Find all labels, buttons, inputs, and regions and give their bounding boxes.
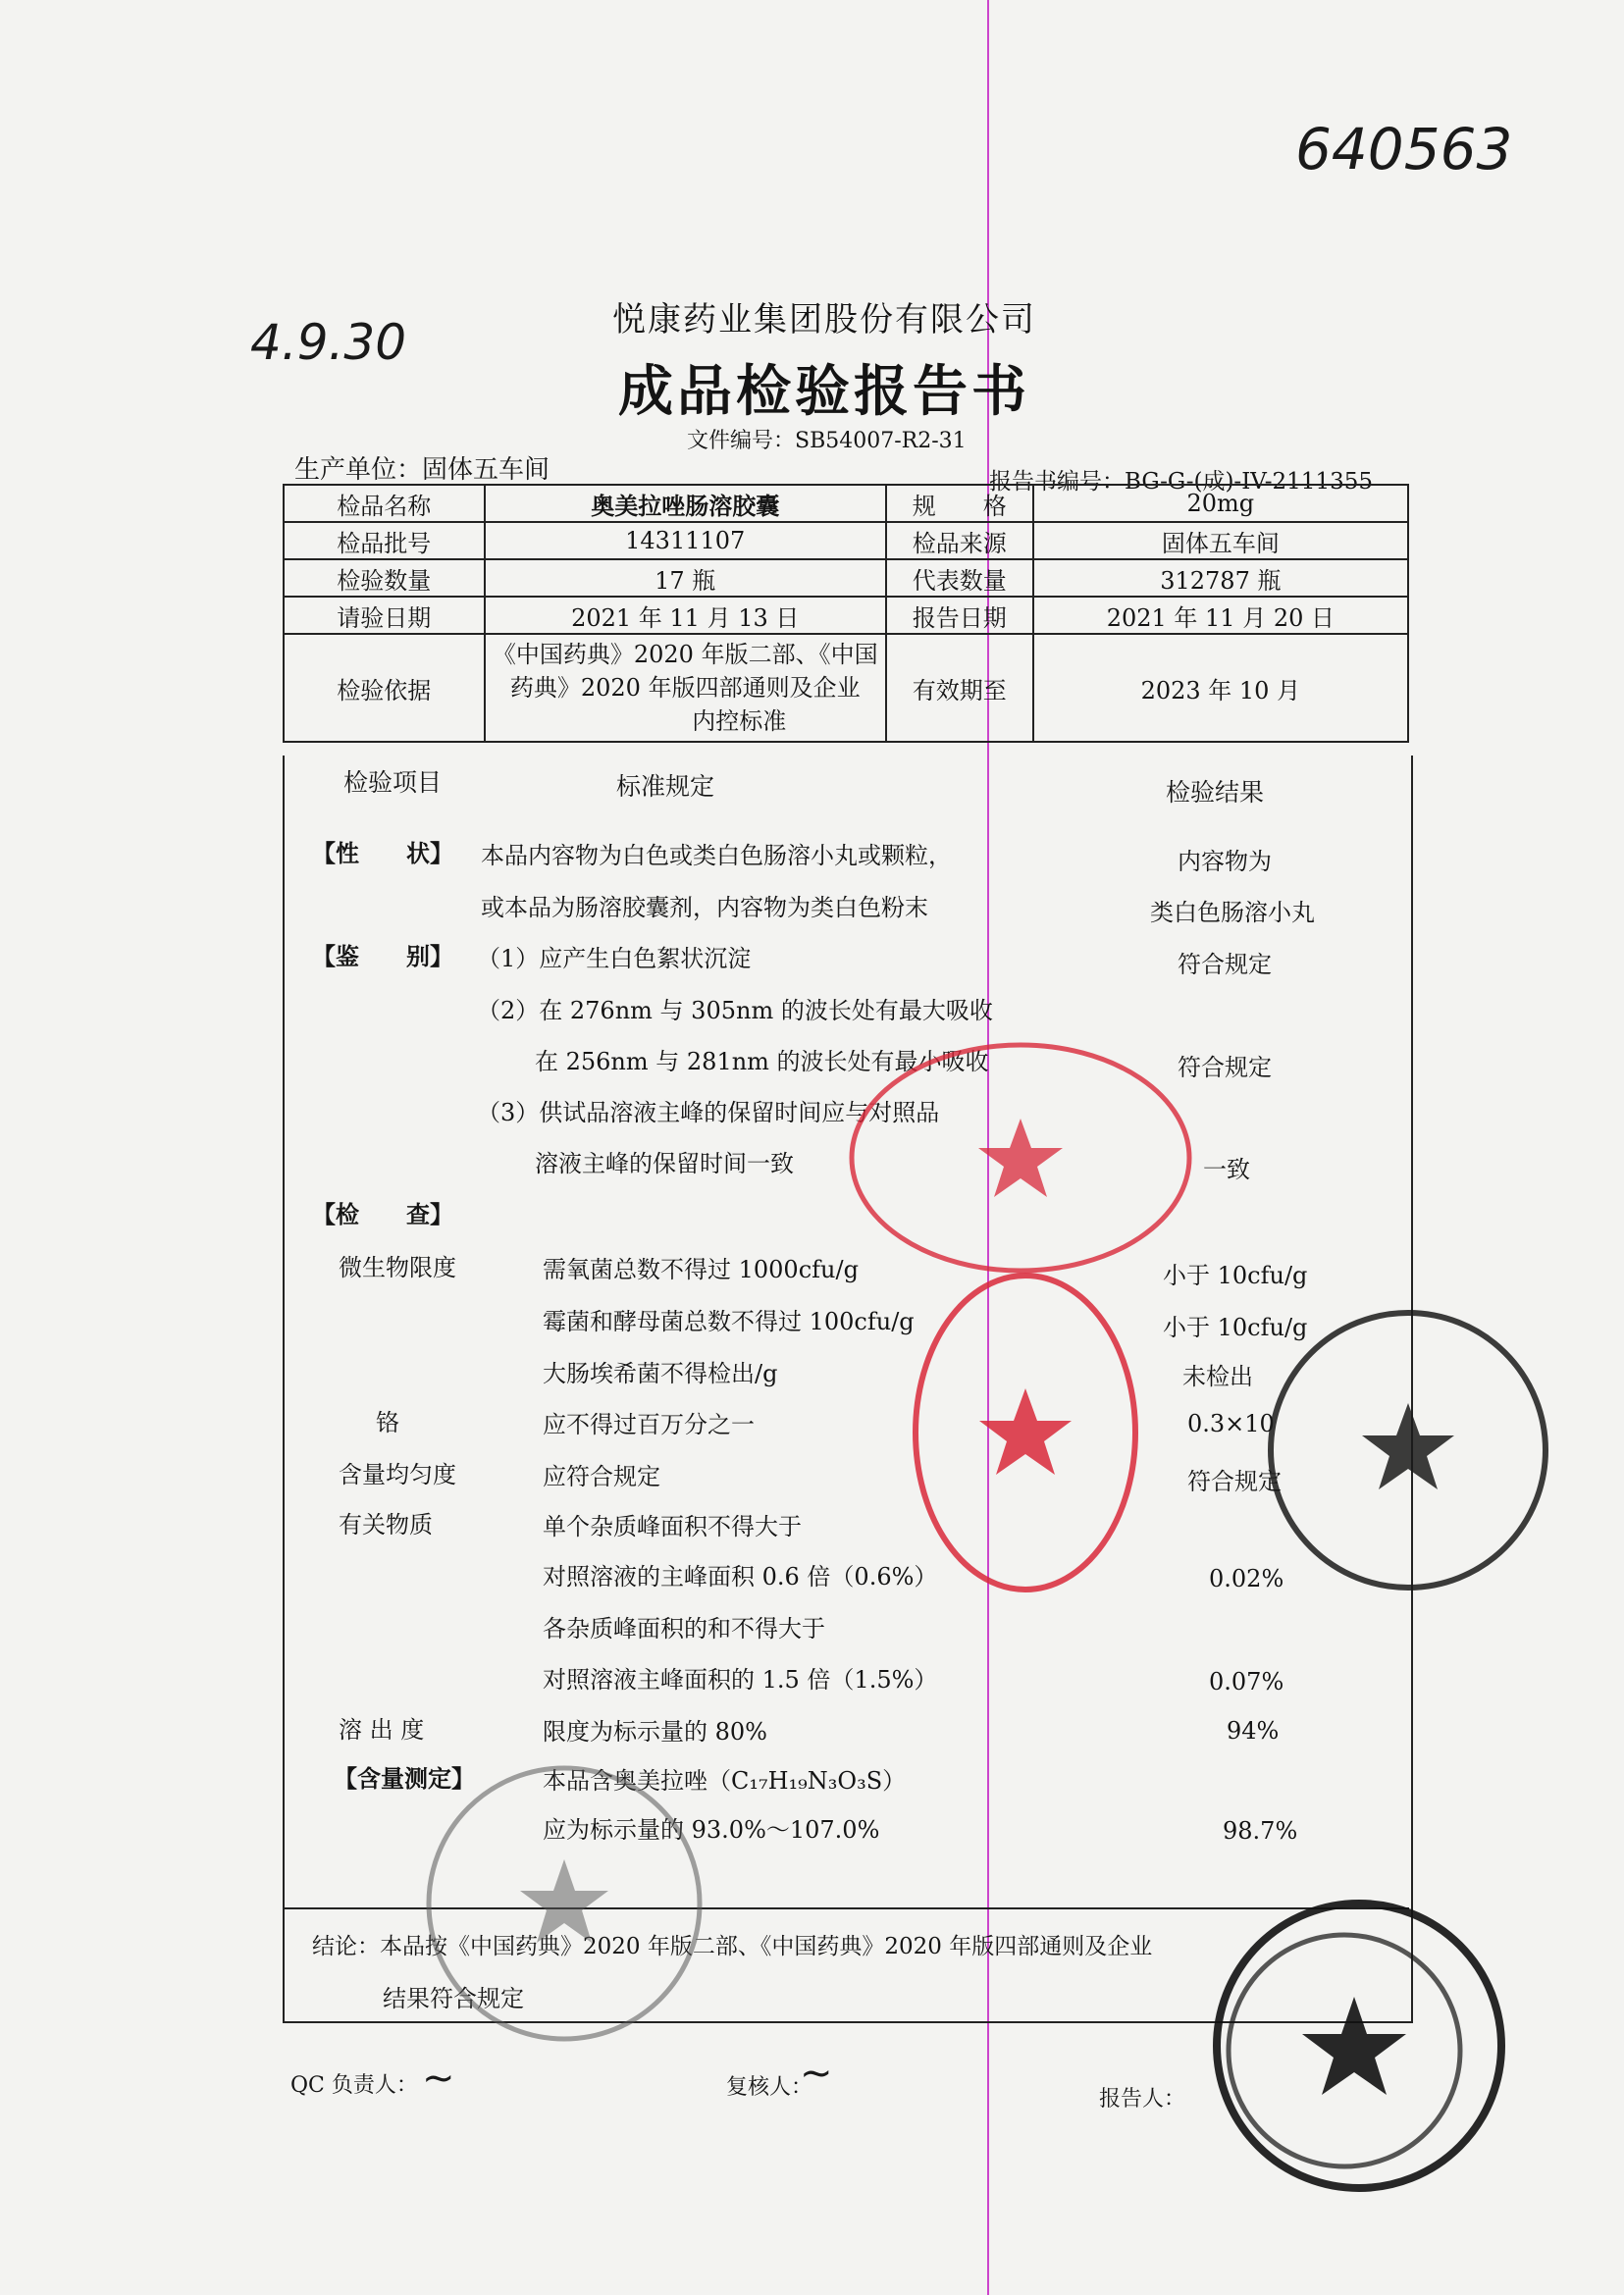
dissolution-result: 94% bbox=[1227, 1717, 1280, 1745]
identification-3a: （3）供试品溶液主峰的保留时间应与对照品 bbox=[477, 1099, 940, 1126]
appearance-standard-1: 本品内容物为白色或类白色肠溶小丸或颗粒， bbox=[481, 842, 952, 869]
chromium-standard: 应不得过百万分之一 bbox=[543, 1411, 755, 1438]
grey-round-stamp-bottom-left bbox=[417, 1756, 711, 2051]
valid-until-value: 2023 年 10 月 bbox=[1033, 634, 1408, 742]
assay-2: 应为标示量的 93.0%～107.0% bbox=[543, 1816, 880, 1844]
red-oval-stamp-top bbox=[844, 1035, 1197, 1280]
identification-3b: 溶液主峰的保留时间一致 bbox=[535, 1150, 794, 1177]
identification-label: 【鉴 别】 bbox=[312, 942, 453, 970]
chromium-result: 0.3×10 bbox=[1187, 1410, 1275, 1437]
microbial-1: 需氧菌总数不得过 1000cfu/g bbox=[543, 1256, 859, 1283]
related-substances-label: 有关物质 bbox=[339, 1511, 433, 1539]
related-substances-2-result: 0.02% bbox=[1209, 1565, 1284, 1592]
production-unit: 生产单位：固体五车间 bbox=[294, 455, 550, 485]
related-substances-1: 单个杂质峰面积不得大于 bbox=[543, 1513, 802, 1540]
related-substances-4-result: 0.07% bbox=[1209, 1668, 1284, 1695]
assay-1: 本品含奥美拉唑（C₁₇H₁₉N₃O₃S） bbox=[543, 1767, 907, 1795]
uniformity-standard: 应符合规定 bbox=[543, 1463, 660, 1490]
dissolution-standard: 限度为标示量的 80% bbox=[543, 1718, 767, 1746]
related-substances-3: 各杂质峰面积的和不得大于 bbox=[543, 1615, 825, 1643]
basis-line: 《中国药典》2020 年版二部、《中国 bbox=[492, 641, 878, 668]
check-label: 【检 查】 bbox=[312, 1200, 453, 1228]
source-label: 检品来源 bbox=[886, 522, 1033, 559]
chromium-label: 铬 bbox=[376, 1409, 399, 1436]
product-name: 奥美拉唑肠溶胶囊 bbox=[485, 485, 886, 522]
dissolution-label: 溶 出 度 bbox=[339, 1716, 425, 1744]
microbial-2: 霉菌和酵母菌总数不得过 100cfu/g bbox=[543, 1308, 915, 1335]
appearance-result-1: 内容物为 bbox=[1178, 848, 1272, 875]
company-name: 悦康药业集团股份有限公司 bbox=[612, 300, 1036, 339]
related-substances-2: 对照溶液的主峰面积 0.6 倍（0.6%） bbox=[543, 1563, 938, 1591]
microbial-2-result: 小于 10cfu/g bbox=[1163, 1314, 1308, 1341]
source-value: 固体五车间 bbox=[1033, 522, 1408, 559]
report-title: 成品检验报告书 bbox=[618, 359, 1030, 424]
header-item: 检验项目 bbox=[343, 768, 443, 797]
qc-manager-label: QC 负责人： bbox=[290, 2073, 418, 2098]
handwritten-note-left: 4.9.30 bbox=[250, 314, 407, 371]
appearance-standard-2: 或本品为肠溶胶囊剂，内容物为类白色粉末 bbox=[481, 894, 928, 921]
basis-line: 药典》2020 年版四部通则及企业 bbox=[509, 674, 861, 702]
reviewer-label: 复核人： bbox=[726, 2075, 813, 2100]
basis-label: 检验依据 bbox=[284, 634, 485, 742]
document-number: 文件编号：SB54007-R2-31 bbox=[687, 429, 967, 453]
microbial-label: 微生物限度 bbox=[339, 1254, 456, 1281]
valid-until-label: 有效期至 bbox=[886, 634, 1033, 742]
quantity-value: 17 瓶 bbox=[485, 559, 886, 597]
microbial-3-result: 未检出 bbox=[1182, 1363, 1253, 1390]
representative-value: 312787 瓶 bbox=[1033, 559, 1408, 597]
representative-label: 代表数量 bbox=[886, 559, 1033, 597]
report-number: 报告书编号：BG-G-(成)-IV-2111355 bbox=[989, 469, 1373, 495]
batch-label: 检品批号 bbox=[284, 522, 485, 559]
conclusion-line-2: 结果符合规定 bbox=[383, 1985, 524, 2012]
identification-2-result: 符合规定 bbox=[1178, 1054, 1272, 1081]
identification-2a: （2）在 276nm 与 305nm 的波长处有最大吸收 bbox=[477, 997, 993, 1024]
handwritten-number-top-right: 640563 bbox=[1295, 116, 1513, 183]
report-date-value: 2021 年 11 月 20 日 bbox=[1033, 597, 1408, 634]
report-date-label: 报告日期 bbox=[886, 597, 1033, 634]
uniformity-result: 符合规定 bbox=[1187, 1468, 1282, 1495]
uniformity-label: 含量均匀度 bbox=[339, 1461, 456, 1488]
product-info-table bbox=[283, 484, 1409, 743]
appearance-label: 【性 状】 bbox=[312, 839, 453, 867]
identification-2b: 在 256nm 与 281nm 的波长处有最小吸收 bbox=[535, 1048, 989, 1075]
related-substances-4: 对照溶液主峰面积的 1.5 倍（1.5%） bbox=[543, 1666, 938, 1694]
qc-signature: ~ bbox=[422, 2056, 455, 2101]
reporter-label: 报告人： bbox=[1099, 2087, 1186, 2112]
red-oval-stamp-middle bbox=[908, 1266, 1143, 1599]
spec-label: 规 格 bbox=[886, 485, 1033, 522]
header-standard: 标准规定 bbox=[616, 772, 715, 801]
quantity-label: 检验数量 bbox=[284, 559, 485, 597]
black-round-stamp-bottom-right bbox=[1192, 1899, 1526, 2193]
basis-value bbox=[485, 634, 886, 742]
black-round-stamp-right bbox=[1261, 1293, 1555, 1607]
identification-3-result: 一致 bbox=[1203, 1156, 1250, 1183]
product-name-label: 检品名称 bbox=[284, 485, 485, 522]
appearance-result-2: 类白色肠溶小丸 bbox=[1150, 899, 1315, 926]
assay-label: 【含量测定】 bbox=[334, 1764, 475, 1793]
batch-value: 14311107 bbox=[485, 522, 886, 559]
request-date-value: 2021 年 11 月 13 日 bbox=[485, 597, 886, 634]
conclusion-line-1: 结论：本品按《中国药典》2020 年版二部、《中国药典》2020 年版四部通则及企业 bbox=[312, 1934, 1153, 1959]
microbial-1-result: 小于 10cfu/g bbox=[1163, 1262, 1308, 1289]
basis-line: 内控标准 bbox=[692, 707, 787, 735]
spec-value: 20mg bbox=[1033, 485, 1408, 522]
header-result: 检验结果 bbox=[1166, 778, 1265, 807]
assay-result: 98.7% bbox=[1223, 1817, 1298, 1845]
identification-1: （1）应产生白色絮状沉淀 bbox=[477, 945, 752, 972]
microbial-3: 大肠埃希菌不得检出/g bbox=[543, 1360, 778, 1387]
request-date-label: 请验日期 bbox=[284, 597, 485, 634]
reviewer-signature: ~ bbox=[800, 2051, 833, 2096]
identification-1-result: 符合规定 bbox=[1178, 951, 1272, 978]
